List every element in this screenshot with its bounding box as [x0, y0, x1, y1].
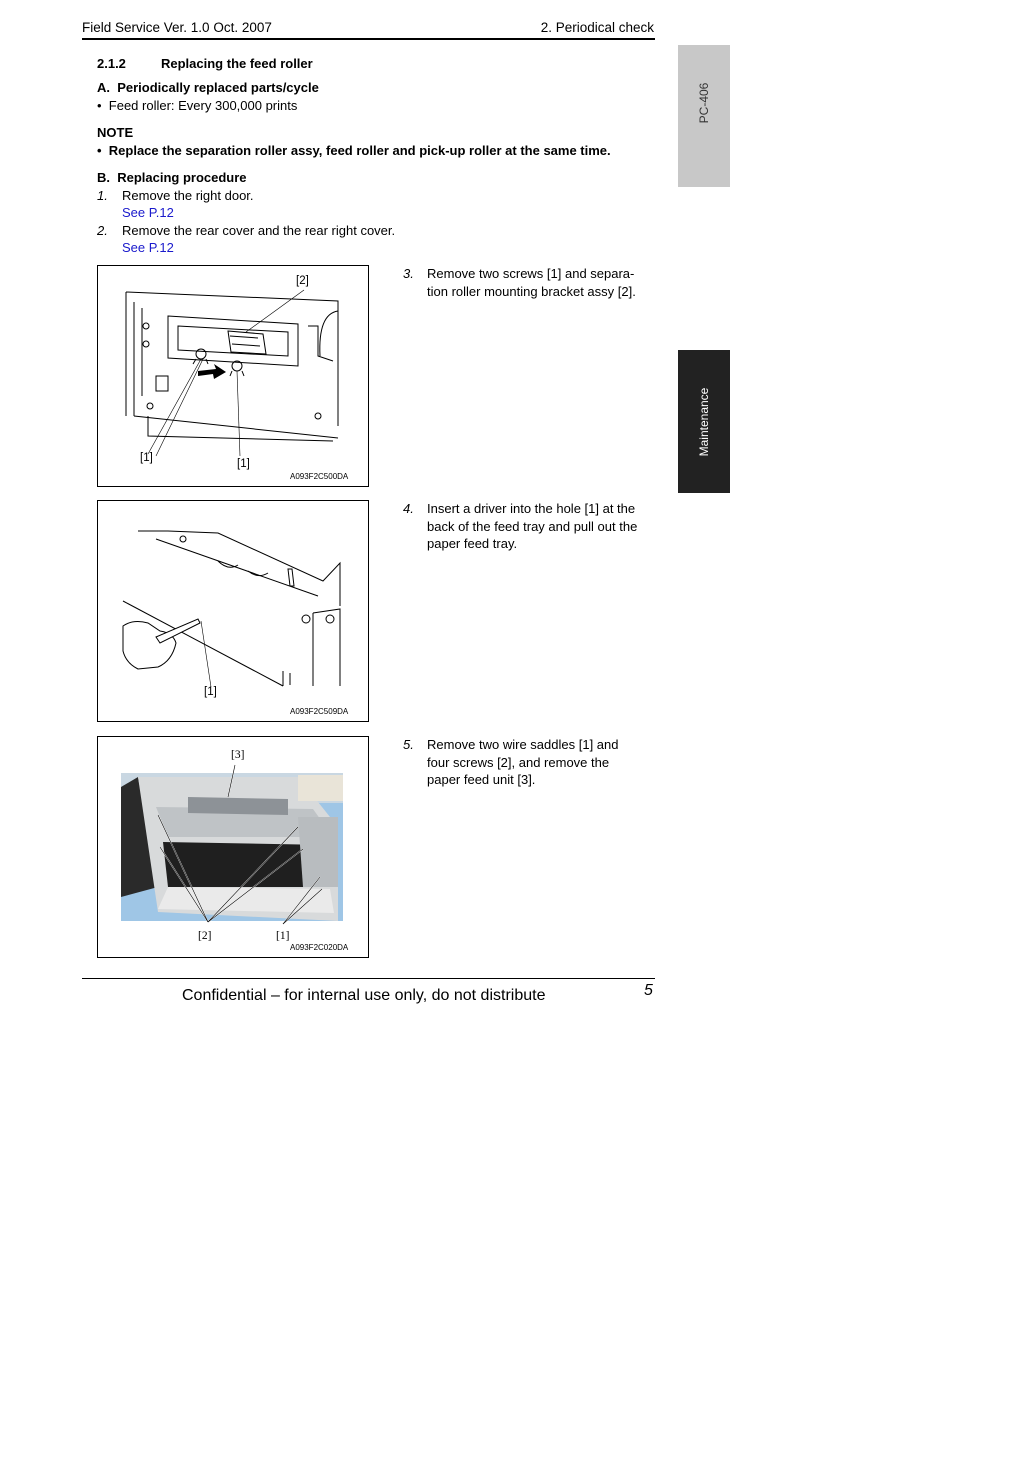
step-4-line-2: back of the feed tray and pull out the — [427, 518, 638, 534]
footer-rule — [82, 978, 655, 979]
figure-paper-feed-unit — [97, 736, 369, 958]
header-right: 2. Periodical check — [540, 20, 654, 35]
step-5-line-2: four screws [2], and remove the — [427, 754, 610, 770]
step-4-line-1: Insert a driver into the hole [1] at the — [427, 501, 636, 516]
step-3-number: 3. — [403, 266, 414, 281]
step-1-number: 1. — [97, 188, 108, 203]
step-5-line-3: paper feed unit [3]. — [427, 772, 536, 787]
figure-2-illustration — [98, 501, 368, 721]
step-1-link[interactable]: See P.12 — [122, 205, 174, 220]
part-a-bullet: • Feed roller: Every 300,000 prints — [97, 98, 298, 113]
step-5-line-1: Remove two wire saddles [1] and — [427, 737, 619, 752]
note-heading: NOTE — [97, 125, 134, 140]
step-5-number: 5. — [403, 737, 414, 752]
step-3-text — [427, 265, 636, 300]
part-a-heading: A. Periodically replaced parts/cycle — [97, 80, 319, 95]
figure-2-callout-1: [1] — [204, 686, 217, 698]
header-left: Field Service Ver. 1.0 Oct. 2007 — [82, 20, 272, 35]
step-4-line-3: paper feed tray. — [427, 536, 518, 551]
step-3-line-2: tion roller mounting bracket assy [2]. — [427, 283, 636, 299]
figure-2-code: A093F2C509DA — [290, 707, 349, 716]
figure-1-callout-2: [2] — [296, 275, 309, 287]
section-tab[interactable] — [678, 350, 730, 493]
figure-3-callout-2: [2] — [198, 930, 212, 942]
model-tab[interactable] — [678, 45, 730, 187]
figure-3-callout-1: [1] — [276, 930, 290, 942]
footer-confidential: Confidential – for internal use only, do not distribute — [182, 987, 546, 1004]
figure-feed-tray — [97, 500, 369, 722]
step-4-text — [427, 500, 637, 553]
figure-1-callout-1b: [1] — [237, 458, 250, 470]
arrow-icon — [198, 364, 226, 379]
step-5-text — [427, 736, 618, 789]
section-number: 2.1.2 — [97, 56, 126, 71]
step-2-number: 2. — [97, 223, 108, 238]
figure-3-code: A093F2C020DA — [290, 943, 349, 952]
section-tab-label: Maintenance — [697, 387, 711, 456]
note-bullet: • Replace the separation roller assy, feed roller and pick-up roller at the same time. — [97, 143, 611, 158]
figure-1-illustration — [98, 266, 368, 486]
figure-1-callout-1a: [1] — [140, 452, 153, 464]
step-3-line-1: Remove two screws [1] and separa- — [427, 266, 635, 281]
model-tab-label: PC-406 — [697, 82, 711, 124]
step-2-text: Remove the rear cover and the rear right cover. — [122, 223, 396, 238]
page-number: 5 — [644, 982, 653, 999]
figure-3-photo — [98, 737, 368, 957]
part-b-heading: B. Replacing procedure — [97, 170, 247, 185]
figure-separation-bracket — [97, 265, 369, 487]
step-1-text: Remove the right door. — [122, 188, 254, 203]
header-rule — [82, 38, 655, 40]
step-4-number: 4. — [403, 501, 414, 516]
figure-1-code: A093F2C500DA — [290, 472, 349, 481]
section-title: Replacing the feed roller — [161, 56, 313, 71]
step-2-link[interactable]: See P.12 — [122, 240, 174, 255]
figure-3-callout-3: [3] — [231, 749, 245, 761]
